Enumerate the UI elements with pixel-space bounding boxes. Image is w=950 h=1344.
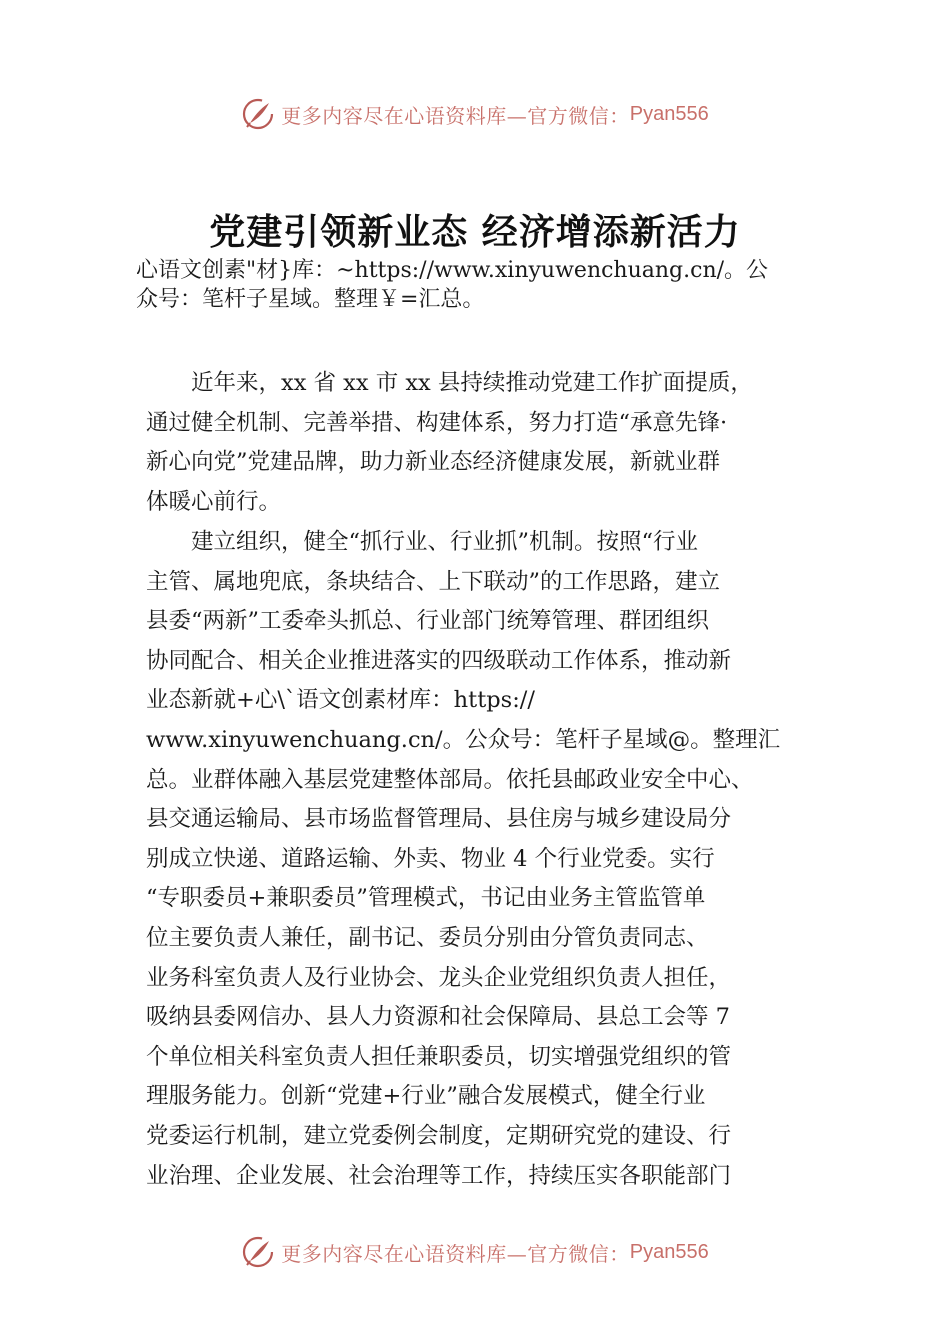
text-line: 理服务能力。创新“党建+行业”融合发展模式，健全行业: [146, 1083, 706, 1110]
text-line: 通过健全机制、完善举措、构建体系，努力打造“承意先锋·: [146, 409, 728, 436]
paragraph-organization: [146, 523, 826, 1196]
source-note: [136, 256, 826, 314]
quill-logo-icon: [241, 1235, 275, 1269]
text-line: 县委“两新”工委牵头抓总、行业部门统筹管理、群团组织: [146, 608, 710, 635]
text-line: 业态新就+心\`语文创素材库：https://: [146, 687, 535, 714]
source-line: 众号：笔杆子星域。整理￥=汇总。: [136, 287, 485, 312]
quill-logo-icon: [241, 97, 275, 131]
text-line: 位主要负责人兼任，副书记、委员分别由分管负责同志、: [146, 924, 709, 951]
text-line: 县交通运输局、县市场监督管理局、县住房与城乡建设局分: [146, 806, 732, 833]
document-title: 党建引领新业态 经济增添新活力: [209, 211, 741, 253]
text-line: 总。业群体融入基层党建整体部局。依托县邮政业安全中心、: [146, 766, 754, 793]
text-line: 体暖心前行。: [146, 488, 282, 515]
text-line: 业务科室负责人及行业协会、龙头企业党组织负责人担任，: [146, 964, 732, 991]
text-line: “专职委员+兼职委员”管理模式，书记由业务主管监管单: [146, 885, 706, 912]
text-line: 近年来，xx 省 xx 市 xx 县持续推动党建工作扩面提质，: [146, 370, 753, 396]
banner-text: 更多内容尽在心语资料库—官方微信：: [281, 1241, 630, 1266]
text-line: www.xinyuwenchuang.cn/。公众号：笔杆子星域@。整理汇: [146, 726, 781, 753]
text-line: 建立组织，健全“抓行业、行业抓”机制。按照“行业: [146, 529, 699, 555]
paragraph-intro: [146, 364, 826, 522]
text-line: 党委运行机制，建立党委例会制度，定期研究党的建设、行: [146, 1122, 732, 1149]
banner-wechat-id: Pyan556: [629, 1240, 709, 1263]
banner-wechat-id: Pyan556: [629, 102, 709, 125]
source-line: 心语文创素"材}库：~https://www.xinyuwenchuang.cn/。公: [136, 258, 769, 283]
text-line: 新心向党”党建品牌，助力新业态经济健康发展，新就业群: [146, 449, 721, 476]
text-line: 吸纳县委网信办、县人力资源和社会保障局、县总工会等 7: [146, 1004, 730, 1031]
text-line: 主管、属地兜底，条块结合、上下联动”的工作思路，建立: [146, 568, 721, 595]
header-banner: [0, 94, 950, 134]
text-line: 业治理、企业发展、社会治理等工作，持续压实各职能部门: [146, 1162, 732, 1189]
footer-banner: [0, 1232, 950, 1272]
text-line: 协同配合、相关企业推进落实的四级联动工作体系，推动新: [146, 647, 732, 674]
banner-text: 更多内容尽在心语资料库—官方微信：: [281, 103, 630, 128]
text-line: 别成立快递、道路运输、外卖、物业 4 个行业党委。实行: [146, 845, 715, 872]
text-line: 个单位相关科室负责人担任兼职委员，切实增强党组织的管: [146, 1043, 732, 1070]
